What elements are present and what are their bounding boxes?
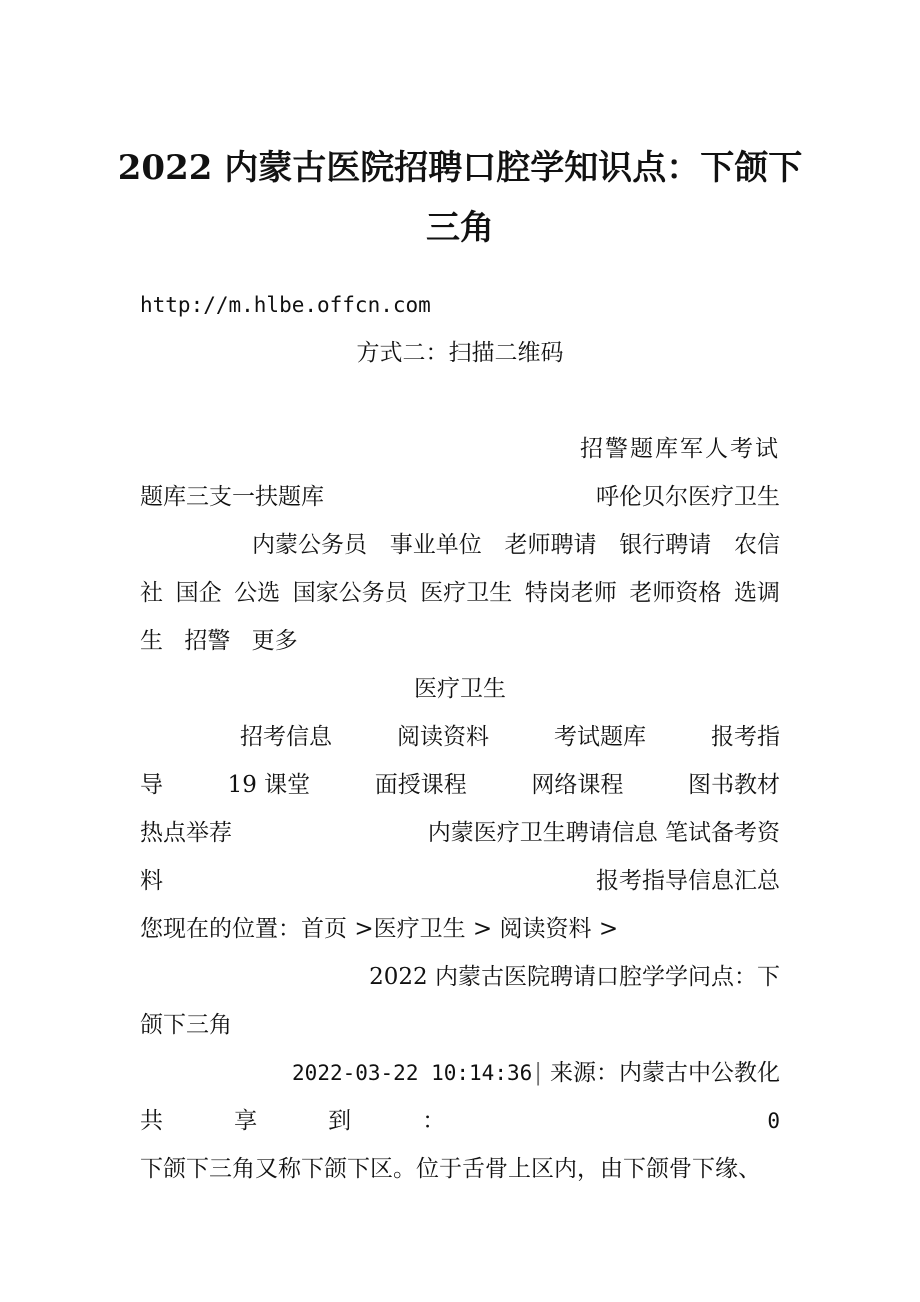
hot-row-2 bbox=[140, 857, 780, 905]
sub-nav-link[interactable]: 导 bbox=[140, 772, 163, 798]
article-title-line-1: 2022 内蒙古医院聘请口腔学学问点：下 bbox=[369, 964, 780, 990]
share-char: ： bbox=[422, 1108, 446, 1134]
sub-nav-link[interactable]: 面授课程 bbox=[374, 772, 467, 798]
share-spacer bbox=[516, 1097, 696, 1145]
sub-nav-link[interactable]: 19 课堂 bbox=[227, 772, 311, 798]
breadcrumb-home[interactable]: 首页 bbox=[301, 916, 347, 942]
sub-nav-link[interactable]: 考试题库 bbox=[554, 724, 646, 750]
sub-nav-link[interactable]: 图书教材 bbox=[687, 772, 780, 798]
breadcrumb-prefix: 您现在的位置： bbox=[140, 916, 301, 942]
category-link[interactable]: 老师聘请 bbox=[504, 532, 597, 558]
share-count: 0 bbox=[767, 1109, 780, 1133]
breadcrumb-medical[interactable]: 医疗卫生 bbox=[373, 916, 466, 942]
article-source: 来源：内蒙古中公教化 bbox=[550, 1060, 780, 1086]
breadcrumb-separator: > bbox=[598, 916, 619, 942]
share-char: 享 bbox=[234, 1108, 258, 1134]
section-heading: 医疗卫生 bbox=[414, 676, 506, 702]
category-link[interactable]: 农信 bbox=[734, 532, 780, 558]
share-char: 共 bbox=[140, 1108, 163, 1134]
sub-nav-link[interactable]: 招考信息 bbox=[240, 724, 332, 750]
breadcrumb-separator: > bbox=[354, 916, 374, 942]
article-body-line-1: 下颌下三角又称下颌下区。位于舌骨上区内，由下颌骨下缘、 bbox=[140, 1156, 761, 1182]
source-url[interactable]: http://m.hlbe.offcn.com bbox=[140, 293, 431, 317]
meta-divider: | bbox=[534, 1060, 542, 1086]
title-line-2: 三角 bbox=[426, 208, 494, 248]
category-row-1 bbox=[140, 521, 780, 569]
hot-label: 热点举荐 bbox=[140, 820, 232, 846]
sub-nav-row-2 bbox=[140, 761, 780, 809]
document-title bbox=[80, 138, 840, 258]
category-link[interactable]: 事业单位 bbox=[389, 532, 482, 558]
category-link[interactable]: 银行聘请 bbox=[619, 532, 712, 558]
sub-nav-link[interactable]: 报考指 bbox=[711, 724, 780, 750]
article-title-line-2: 颌下三角 bbox=[140, 1012, 232, 1038]
exam-nav-link-right[interactable]: 呼伦贝尔医疗卫生 bbox=[596, 484, 780, 510]
sub-nav-link[interactable]: 阅读资料 bbox=[397, 724, 489, 750]
hot-item-link[interactable]: 报考指导信息汇总 bbox=[596, 868, 780, 894]
category-link[interactable]: 生 bbox=[140, 628, 163, 654]
category-link[interactable]: 选调 bbox=[733, 580, 780, 606]
title-line-1: 2022 内蒙古医院招聘口腔学知识点：下颌下 bbox=[117, 148, 803, 188]
more-link[interactable]: 更多 bbox=[251, 628, 298, 654]
category-link[interactable]: 招警 bbox=[184, 628, 231, 654]
breadcrumb bbox=[140, 905, 780, 953]
article-meta bbox=[140, 1049, 780, 1097]
category-link[interactable]: 老师资格 bbox=[629, 580, 722, 606]
hot-item-link[interactable]: 内蒙医疗卫生聘请信息 笔试备考资 bbox=[427, 820, 780, 846]
breadcrumb-reading[interactable]: 阅读资料 bbox=[499, 916, 592, 942]
share-char: 到 bbox=[328, 1108, 352, 1134]
article-datetime: 2022-03-22 10:14:36 bbox=[292, 1061, 533, 1085]
category-link[interactable]: 国企 bbox=[175, 580, 222, 606]
sub-nav-row-1 bbox=[140, 713, 780, 761]
breadcrumb-separator: > bbox=[472, 916, 493, 942]
method-two-text: 方式二：扫描二维码 bbox=[356, 340, 564, 366]
share-row bbox=[140, 1097, 780, 1145]
hot-row bbox=[140, 809, 780, 857]
category-row-2 bbox=[140, 569, 780, 617]
sub-nav-link[interactable]: 网络课程 bbox=[531, 772, 624, 798]
hot-item-link-continued[interactable]: 料 bbox=[140, 868, 163, 894]
category-link[interactable]: 特岗老师 bbox=[524, 580, 617, 606]
exam-nav-line-1[interactable]: 招警题库军人考试 bbox=[580, 436, 780, 462]
category-link[interactable]: 公选 bbox=[234, 580, 281, 606]
category-link[interactable]: 国家公务员 bbox=[292, 580, 408, 606]
exam-nav-link-left[interactable]: 题库三支一扶题库 bbox=[140, 484, 324, 510]
category-link[interactable]: 医疗卫生 bbox=[420, 580, 513, 606]
exam-nav-line-2 bbox=[140, 473, 780, 521]
category-link[interactable]: 内蒙公务员 bbox=[252, 532, 367, 558]
category-row-3 bbox=[140, 617, 780, 665]
category-link[interactable]: 社 bbox=[140, 580, 163, 606]
